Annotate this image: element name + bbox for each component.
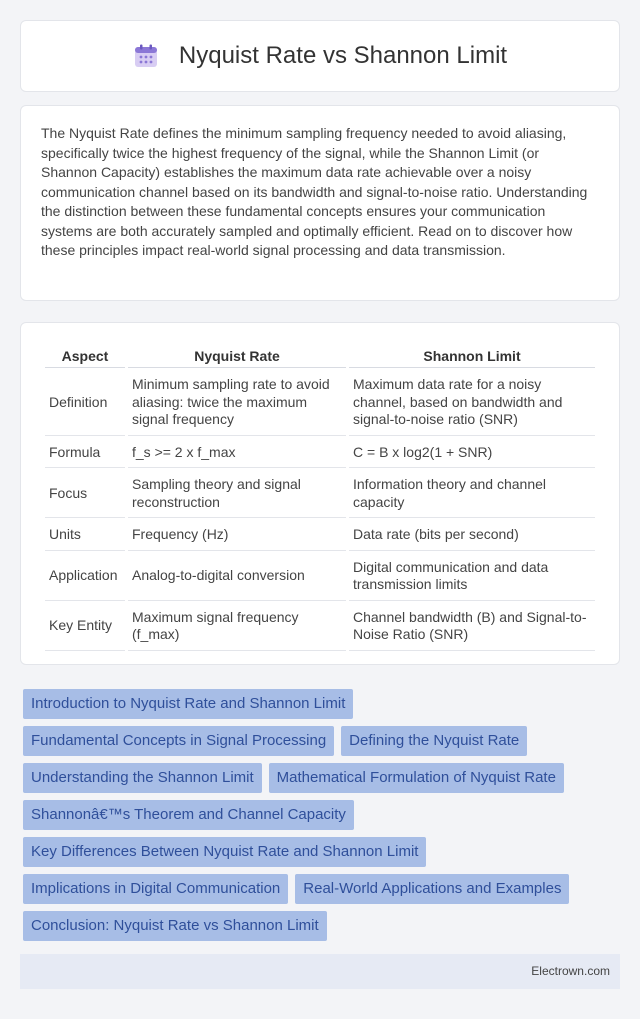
tag-row	[23, 726, 623, 756]
table-cell: C = B x log2(1 + SNR)	[349, 438, 595, 469]
table-cell: Channel bandwidth (B) and Signal-to-Noise Ratio (SNR)	[349, 603, 595, 651]
table-cell: Minimum sampling rate to avoid aliasing: twice the maximum signal frequency	[128, 370, 346, 436]
table-cell: Maximum data rate for a noisy channel, based on bandwidth and signal-to-noise ratio (SNR)	[349, 370, 595, 436]
column-header: Aspect	[45, 345, 125, 368]
table-cell: Frequency (Hz)	[128, 520, 346, 551]
table-cell: Focus	[45, 470, 125, 518]
page-title: Nyquist Rate vs Shannon Limit	[178, 42, 508, 69]
table-header-row	[45, 345, 595, 368]
intro-text: The Nyquist Rate defines the minimum sampling frequency needed to avoid aliasing, specifically twice the highest frequency of the signal, while the Shannon Limit (or Shannon Capacity) establishes the maximum data rate achievable over a noisy communication channel based on its bandwidth and signal-to-noise ratio. Understanding the distinction between these fundamental concepts ensures your communication systems are both accurately sampled and optimally efficient. Read on to discover how these principles impact real-world signal processing and data transmission.	[41, 125, 588, 258]
comparison-table	[42, 343, 598, 653]
footer-site-name: Electrown.com	[531, 964, 610, 978]
tag-row	[23, 874, 623, 904]
table-cell: Digital communication and data transmission limits	[349, 553, 595, 601]
table-cell: Key Entity	[45, 603, 125, 651]
table-cell: Sampling theory and signal reconstruction	[128, 470, 346, 518]
table-cell: f_s >= 2 x f_max	[128, 438, 346, 469]
table-cell: Data rate (bits per second)	[349, 520, 595, 551]
tag-row	[23, 763, 623, 793]
table-row	[45, 438, 595, 469]
header-card	[20, 20, 620, 92]
column-header: Shannon Limit	[349, 345, 595, 368]
topic-tag-link[interactable]: Implications in Digital Communication	[23, 874, 288, 904]
table-row	[45, 520, 595, 551]
topic-tags	[23, 689, 623, 948]
topic-tag-link[interactable]: Conclusion: Nyquist Rate vs Shannon Limit	[23, 911, 327, 941]
table-cell: Formula	[45, 438, 125, 469]
table-cell: Units	[45, 520, 125, 551]
table-cell: Maximum signal frequency (f_max)	[128, 603, 346, 651]
topic-tag-link[interactable]: Real-World Applications and Examples	[295, 874, 569, 904]
table-cell: Information theory and channel capacity	[349, 470, 595, 518]
comparison-card	[20, 322, 620, 665]
table-row	[45, 603, 595, 651]
table-cell: Application	[45, 553, 125, 601]
table-cell: Analog-to-digital conversion	[128, 553, 346, 601]
table-row	[45, 370, 595, 436]
topic-tag-link[interactable]: Defining the Nyquist Rate	[341, 726, 527, 756]
table-cell: Definition	[45, 370, 125, 436]
tag-row	[23, 911, 623, 941]
tag-row	[23, 837, 623, 867]
tag-row	[23, 689, 623, 719]
calendar-icon	[133, 43, 159, 69]
tag-row	[23, 800, 623, 830]
footer	[20, 954, 620, 989]
table-row	[45, 553, 595, 601]
topic-tag-link[interactable]: Shannonâ€™s Theorem and Channel Capacity	[23, 800, 354, 830]
topic-tag-link[interactable]: Introduction to Nyquist Rate and Shannon Limit	[23, 689, 353, 719]
topic-tag-link[interactable]: Key Differences Between Nyquist Rate and Shannon Limit	[23, 837, 426, 867]
topic-tag-link[interactable]: Mathematical Formulation of Nyquist Rate	[269, 763, 564, 793]
table-row	[45, 470, 595, 518]
column-header: Nyquist Rate	[128, 345, 346, 368]
topic-tag-link[interactable]: Understanding the Shannon Limit	[23, 763, 262, 793]
topic-tag-link[interactable]: Fundamental Concepts in Signal Processing	[23, 726, 334, 756]
intro-card	[20, 105, 620, 301]
